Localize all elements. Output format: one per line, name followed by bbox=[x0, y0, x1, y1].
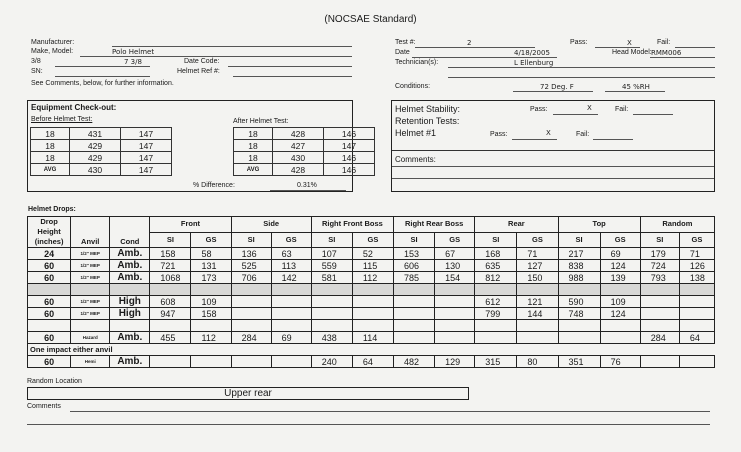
anvil-cell: 1/2" MEP bbox=[71, 260, 110, 272]
si-cell: 168 bbox=[475, 248, 517, 260]
after-test-cell: 18 bbox=[234, 152, 273, 164]
cond-cell: High bbox=[110, 308, 150, 320]
si-cell bbox=[640, 308, 679, 320]
anvil-header: Anvil bbox=[71, 217, 110, 248]
gs-cell: 109 bbox=[600, 296, 640, 308]
before-test-cell: 147 bbox=[121, 164, 172, 176]
location-header: Right Front Boss bbox=[311, 217, 393, 233]
gs-cell bbox=[271, 356, 311, 368]
date-code-label: Date Code: bbox=[184, 58, 220, 65]
gs-cell bbox=[191, 284, 231, 296]
gs-cell: 139 bbox=[600, 272, 640, 284]
helmet-ref-field bbox=[233, 76, 352, 77]
si-cell: 179 bbox=[640, 248, 679, 260]
helmet-drops-table bbox=[27, 216, 715, 368]
gs-cell: 109 bbox=[191, 296, 231, 308]
si-cell: 525 bbox=[231, 260, 271, 272]
gs-cell: 115 bbox=[352, 260, 393, 272]
gs-cell: 131 bbox=[191, 260, 231, 272]
cond-cell: Amb. bbox=[110, 332, 150, 344]
head-model-field bbox=[650, 57, 715, 58]
gs-cell bbox=[352, 320, 393, 332]
make-model-label: Make, Model: bbox=[31, 48, 74, 55]
drop-height-header-line: (inches) bbox=[34, 237, 64, 246]
si-header: SI bbox=[311, 232, 352, 248]
gs-header: GS bbox=[600, 232, 640, 248]
pct-difference-label: % Difference: bbox=[193, 182, 235, 189]
drops-header-row bbox=[28, 217, 715, 233]
after-test-table bbox=[233, 127, 375, 176]
cond-cell: Amb. bbox=[110, 248, 150, 260]
gs-cell bbox=[271, 296, 311, 308]
gs-header: GS bbox=[435, 232, 475, 248]
drop-height-header bbox=[28, 217, 71, 248]
gs-header: GS bbox=[271, 232, 311, 248]
helmet-drops-title: Helmet Drops: bbox=[28, 206, 76, 213]
si-cell bbox=[311, 296, 352, 308]
test-number-label: Test #: bbox=[395, 39, 416, 46]
si-cell: 1068 bbox=[150, 272, 191, 284]
si-cell bbox=[394, 320, 435, 332]
si-cell: 315 bbox=[475, 356, 517, 368]
gs-cell: 64 bbox=[352, 356, 393, 368]
date-field bbox=[412, 57, 557, 58]
head-model-label: Head Model: bbox=[612, 49, 652, 56]
gs-cell bbox=[600, 320, 640, 332]
gs-cell: 71 bbox=[679, 248, 714, 260]
si-cell: 748 bbox=[558, 308, 600, 320]
gs-cell bbox=[600, 332, 640, 344]
head-model-value: RMM006 bbox=[651, 49, 682, 57]
equipment-title: Equipment Check-out: bbox=[31, 103, 117, 112]
make-model-value: Polo Helmet bbox=[112, 48, 155, 56]
gs-header: GS bbox=[352, 232, 393, 248]
si-cell: 153 bbox=[394, 248, 435, 260]
stability-divider bbox=[392, 150, 714, 151]
si-cell bbox=[311, 320, 352, 332]
size-field bbox=[55, 66, 150, 67]
si-cell bbox=[640, 284, 679, 296]
gs-cell bbox=[517, 320, 558, 332]
technician-field bbox=[448, 67, 715, 68]
pct-difference-value: 0.31% bbox=[297, 182, 317, 189]
size-label: 3/8 bbox=[31, 58, 41, 65]
helmet-pass-field bbox=[512, 139, 557, 140]
gs-cell bbox=[435, 308, 475, 320]
si-cell: 612 bbox=[475, 296, 517, 308]
random-location-value: Upper rear bbox=[224, 388, 272, 399]
stability-title: Helmet Stability: bbox=[395, 104, 461, 114]
table-row bbox=[28, 260, 715, 272]
before-test-cell: 18 bbox=[31, 140, 70, 152]
gs-cell bbox=[679, 284, 714, 296]
before-test-cell: 430 bbox=[70, 164, 121, 176]
si-cell bbox=[394, 308, 435, 320]
drop-height-cell: 60 bbox=[28, 332, 71, 344]
after-test-cell: 428 bbox=[273, 164, 324, 176]
stability-comments-line-1 bbox=[392, 166, 714, 167]
gs-cell: 63 bbox=[271, 248, 311, 260]
before-test-table bbox=[30, 127, 172, 176]
gs-cell bbox=[435, 320, 475, 332]
si-cell bbox=[640, 356, 679, 368]
si-cell: 724 bbox=[640, 260, 679, 272]
si-header: SI bbox=[558, 232, 600, 248]
gs-cell: 112 bbox=[191, 332, 231, 344]
gs-cell: 124 bbox=[600, 260, 640, 272]
drop-height-cell bbox=[28, 284, 71, 296]
si-cell bbox=[475, 320, 517, 332]
si-cell: 635 bbox=[475, 260, 517, 272]
before-test-row bbox=[31, 164, 172, 176]
anvil-cell bbox=[71, 320, 110, 332]
si-cell: 438 bbox=[311, 332, 352, 344]
gs-cell: 58 bbox=[191, 248, 231, 260]
si-cell: 838 bbox=[558, 260, 600, 272]
cond-cell: Amb. bbox=[110, 272, 150, 284]
drop-height-cell: 60 bbox=[28, 356, 71, 368]
fail-field bbox=[675, 47, 715, 48]
before-test-row bbox=[31, 140, 172, 152]
after-test-row bbox=[234, 140, 375, 152]
si-cell: 721 bbox=[150, 260, 191, 272]
drop-height-cell: 60 bbox=[28, 272, 71, 284]
sn-field bbox=[55, 76, 150, 77]
after-test-cell: 427 bbox=[273, 140, 324, 152]
date-value: 4/18/2005 bbox=[514, 49, 550, 57]
anvil-cell: 1/2" MEP bbox=[71, 248, 110, 260]
before-test-label: Before Helmet Test: bbox=[31, 116, 93, 123]
si-cell: 581 bbox=[311, 272, 352, 284]
test-number-field bbox=[415, 47, 535, 48]
technician-value: L Ellenburg bbox=[514, 59, 554, 67]
table-row bbox=[28, 356, 715, 368]
si-cell bbox=[558, 320, 600, 332]
after-test-cell: 146 bbox=[324, 164, 375, 176]
si-header: SI bbox=[394, 232, 435, 248]
si-cell bbox=[150, 320, 191, 332]
size-value: 7 3/8 bbox=[124, 58, 142, 66]
date-code-field bbox=[228, 66, 352, 67]
one-impact-row bbox=[28, 344, 715, 356]
location-header: Rear bbox=[475, 217, 558, 233]
si-cell: 284 bbox=[640, 332, 679, 344]
gs-cell: 126 bbox=[679, 260, 714, 272]
comments-label: Comments bbox=[27, 403, 61, 410]
gs-cell bbox=[352, 284, 393, 296]
gs-cell bbox=[271, 308, 311, 320]
gs-cell bbox=[679, 296, 714, 308]
si-cell: 706 bbox=[231, 272, 271, 284]
gs-cell bbox=[435, 284, 475, 296]
anvil-cell bbox=[71, 284, 110, 296]
retention-label: Retention Tests: bbox=[395, 116, 460, 126]
table-row bbox=[28, 308, 715, 320]
pct-difference-field bbox=[270, 190, 346, 191]
si-cell bbox=[394, 332, 435, 344]
gs-cell bbox=[352, 296, 393, 308]
cond-cell: Amb. bbox=[110, 260, 150, 272]
one-impact-label: One impact either anvil bbox=[28, 344, 715, 356]
gs-cell bbox=[517, 332, 558, 344]
gs-cell: 124 bbox=[600, 308, 640, 320]
after-test-cell: 428 bbox=[273, 128, 324, 140]
comments-line-2 bbox=[27, 424, 710, 425]
drop-height-cell bbox=[28, 320, 71, 332]
anvil-cell: 1/2" MEP bbox=[71, 296, 110, 308]
helmet-pass-label: Pass: bbox=[490, 131, 508, 138]
gs-header: GS bbox=[517, 232, 558, 248]
helmet-ref-label: Helmet Ref #: bbox=[177, 68, 220, 75]
si-header: SI bbox=[231, 232, 271, 248]
temperature-field bbox=[513, 91, 593, 92]
gs-cell: 127 bbox=[517, 260, 558, 272]
gs-cell: 142 bbox=[271, 272, 311, 284]
table-row bbox=[28, 320, 715, 332]
gs-cell bbox=[517, 284, 558, 296]
before-test-cell: 147 bbox=[121, 152, 172, 164]
gs-cell bbox=[352, 308, 393, 320]
drop-height-cell: 60 bbox=[28, 308, 71, 320]
gs-cell: 69 bbox=[271, 332, 311, 344]
table-row bbox=[28, 332, 715, 344]
before-test-cell: AVG bbox=[31, 164, 70, 176]
gs-cell: 129 bbox=[435, 356, 475, 368]
gs-cell: 64 bbox=[679, 332, 714, 344]
temperature-value: 72 Deg. F bbox=[540, 83, 574, 91]
drop-height-header-line: Drop bbox=[40, 217, 58, 226]
before-test-cell: 147 bbox=[121, 140, 172, 152]
anvil-cell: Hemi bbox=[71, 356, 110, 368]
after-test-row bbox=[234, 164, 375, 176]
si-cell: 240 bbox=[311, 356, 352, 368]
gs-cell: 130 bbox=[435, 260, 475, 272]
si-header: SI bbox=[150, 232, 191, 248]
si-cell: 812 bbox=[475, 272, 517, 284]
si-cell: 351 bbox=[558, 356, 600, 368]
si-cell: 988 bbox=[558, 272, 600, 284]
si-cell bbox=[394, 284, 435, 296]
gs-cell: 113 bbox=[271, 260, 311, 272]
si-cell: 107 bbox=[311, 248, 352, 260]
stability-pass-value: X bbox=[587, 104, 592, 112]
si-cell bbox=[475, 284, 517, 296]
before-test-cell: 431 bbox=[70, 128, 121, 140]
cond-cell: Amb. bbox=[110, 356, 150, 368]
gs-cell bbox=[191, 356, 231, 368]
gs-cell bbox=[271, 284, 311, 296]
gs-cell: 52 bbox=[352, 248, 393, 260]
table-row bbox=[28, 272, 715, 284]
drop-height-cell: 60 bbox=[28, 260, 71, 272]
gs-cell bbox=[679, 356, 714, 368]
location-header: Random bbox=[640, 217, 714, 233]
drop-height-cell: 24 bbox=[28, 248, 71, 260]
test-number-value: 2 bbox=[467, 39, 472, 47]
gs-cell: 71 bbox=[517, 248, 558, 260]
gs-cell: 69 bbox=[600, 248, 640, 260]
gs-cell: 67 bbox=[435, 248, 475, 260]
si-cell: 947 bbox=[150, 308, 191, 320]
gs-cell: 121 bbox=[517, 296, 558, 308]
si-cell: 136 bbox=[231, 248, 271, 260]
make-model-field bbox=[80, 56, 352, 57]
anvil-cell: Hazard bbox=[71, 332, 110, 344]
after-test-cell: 147 bbox=[324, 140, 375, 152]
gs-cell: 112 bbox=[352, 272, 393, 284]
humidity-value: 45 %RH bbox=[622, 83, 650, 91]
helmet-number-label: Helmet #1 bbox=[395, 128, 437, 138]
gs-cell bbox=[191, 320, 231, 332]
gs-cell: 150 bbox=[517, 272, 558, 284]
location-header: Top bbox=[558, 217, 640, 233]
stability-fail-field bbox=[633, 114, 673, 115]
stability-comments-label: Comments: bbox=[395, 155, 436, 164]
drop-height-cell: 60 bbox=[28, 296, 71, 308]
gs-cell bbox=[600, 284, 640, 296]
gs-cell bbox=[435, 296, 475, 308]
cond-cell bbox=[110, 320, 150, 332]
stability-pass-label: Pass: bbox=[530, 106, 548, 113]
technician-field-2 bbox=[448, 77, 715, 78]
sn-label: SN: bbox=[31, 68, 43, 75]
comments-note: See Comments, below, for further information. bbox=[31, 80, 174, 87]
si-cell bbox=[231, 308, 271, 320]
stability-pass-field bbox=[553, 114, 598, 115]
manufacturer-label: Manufacturer: bbox=[31, 39, 75, 46]
si-cell bbox=[558, 284, 600, 296]
after-test-cell: 146 bbox=[324, 152, 375, 164]
si-cell: 793 bbox=[640, 272, 679, 284]
pass-field bbox=[595, 47, 640, 48]
si-cell: 606 bbox=[394, 260, 435, 272]
before-test-cell: 147 bbox=[121, 128, 172, 140]
anvil-cell: 1/2" MEP bbox=[71, 308, 110, 320]
gs-cell bbox=[679, 320, 714, 332]
si-cell bbox=[231, 356, 271, 368]
si-cell: 590 bbox=[558, 296, 600, 308]
after-test-cell: 430 bbox=[273, 152, 324, 164]
page-title: (NOCSAE Standard) bbox=[324, 14, 417, 25]
before-test-cell: 429 bbox=[70, 152, 121, 164]
si-cell bbox=[394, 296, 435, 308]
technician-label: Technician(s): bbox=[395, 59, 439, 66]
gs-header: GS bbox=[191, 232, 231, 248]
cond-header: Cond bbox=[110, 217, 150, 248]
after-test-row bbox=[234, 152, 375, 164]
si-cell bbox=[640, 320, 679, 332]
conditions-label: Conditions: bbox=[395, 83, 431, 90]
si-header: SI bbox=[640, 232, 679, 248]
cond-cell: High bbox=[110, 296, 150, 308]
after-test-label: After Helmet Test: bbox=[233, 118, 289, 125]
si-cell bbox=[475, 332, 517, 344]
si-cell bbox=[150, 284, 191, 296]
gs-header: GS bbox=[679, 232, 714, 248]
location-header: Front bbox=[150, 217, 231, 233]
fail-label: Fail: bbox=[657, 39, 671, 46]
gs-cell bbox=[271, 320, 311, 332]
table-row bbox=[28, 284, 715, 296]
after-test-cell: 18 bbox=[234, 128, 273, 140]
random-location-label: Random Location bbox=[27, 378, 82, 385]
si-cell: 217 bbox=[558, 248, 600, 260]
si-cell bbox=[150, 356, 191, 368]
gs-cell: 154 bbox=[435, 272, 475, 284]
si-cell bbox=[231, 284, 271, 296]
gs-cell: 144 bbox=[517, 308, 558, 320]
manufacturer-field bbox=[112, 46, 352, 47]
si-cell: 559 bbox=[311, 260, 352, 272]
after-test-cell: AVG bbox=[234, 164, 273, 176]
si-cell: 455 bbox=[150, 332, 191, 344]
helmet-fail-field bbox=[593, 139, 633, 140]
before-test-cell: 18 bbox=[31, 128, 70, 140]
si-cell: 799 bbox=[475, 308, 517, 320]
after-test-row bbox=[234, 128, 375, 140]
before-test-row bbox=[31, 128, 172, 140]
drop-height-header-line: Height bbox=[37, 227, 61, 236]
si-cell: 284 bbox=[231, 332, 271, 344]
table-row bbox=[28, 248, 715, 260]
date-label: Date bbox=[395, 49, 410, 56]
stability-comments-line-2 bbox=[392, 178, 714, 179]
gs-cell: 114 bbox=[352, 332, 393, 344]
si-cell: 785 bbox=[394, 272, 435, 284]
after-test-cell: 18 bbox=[234, 140, 273, 152]
si-cell: 608 bbox=[150, 296, 191, 308]
gs-cell bbox=[679, 308, 714, 320]
si-cell: 482 bbox=[394, 356, 435, 368]
si-cell bbox=[640, 296, 679, 308]
gs-cell: 76 bbox=[600, 356, 640, 368]
si-cell bbox=[311, 308, 352, 320]
gs-cell: 158 bbox=[191, 308, 231, 320]
location-header: Right Rear Boss bbox=[394, 217, 475, 233]
si-cell bbox=[231, 320, 271, 332]
before-test-cell: 429 bbox=[70, 140, 121, 152]
pass-value: X bbox=[627, 39, 632, 47]
helmet-fail-label: Fail: bbox=[576, 131, 590, 138]
si-cell bbox=[231, 296, 271, 308]
table-row bbox=[28, 296, 715, 308]
gs-cell: 138 bbox=[679, 272, 714, 284]
anvil-cell: 1/2" MEP bbox=[71, 272, 110, 284]
location-header: Side bbox=[231, 217, 311, 233]
before-test-row bbox=[31, 152, 172, 164]
gs-cell: 173 bbox=[191, 272, 231, 284]
si-header: SI bbox=[475, 232, 517, 248]
comments-line-1 bbox=[70, 411, 710, 412]
cond-cell bbox=[110, 284, 150, 296]
si-cell bbox=[311, 284, 352, 296]
si-cell: 158 bbox=[150, 248, 191, 260]
after-test-cell: 146 bbox=[324, 128, 375, 140]
stability-fail-label: Fail: bbox=[615, 106, 629, 113]
helmet-pass-value: X bbox=[546, 129, 551, 137]
before-test-cell: 18 bbox=[31, 152, 70, 164]
humidity-field bbox=[605, 91, 665, 92]
gs-cell bbox=[435, 332, 475, 344]
pass-label: Pass: bbox=[570, 39, 588, 46]
gs-cell: 80 bbox=[517, 356, 558, 368]
si-cell bbox=[558, 332, 600, 344]
